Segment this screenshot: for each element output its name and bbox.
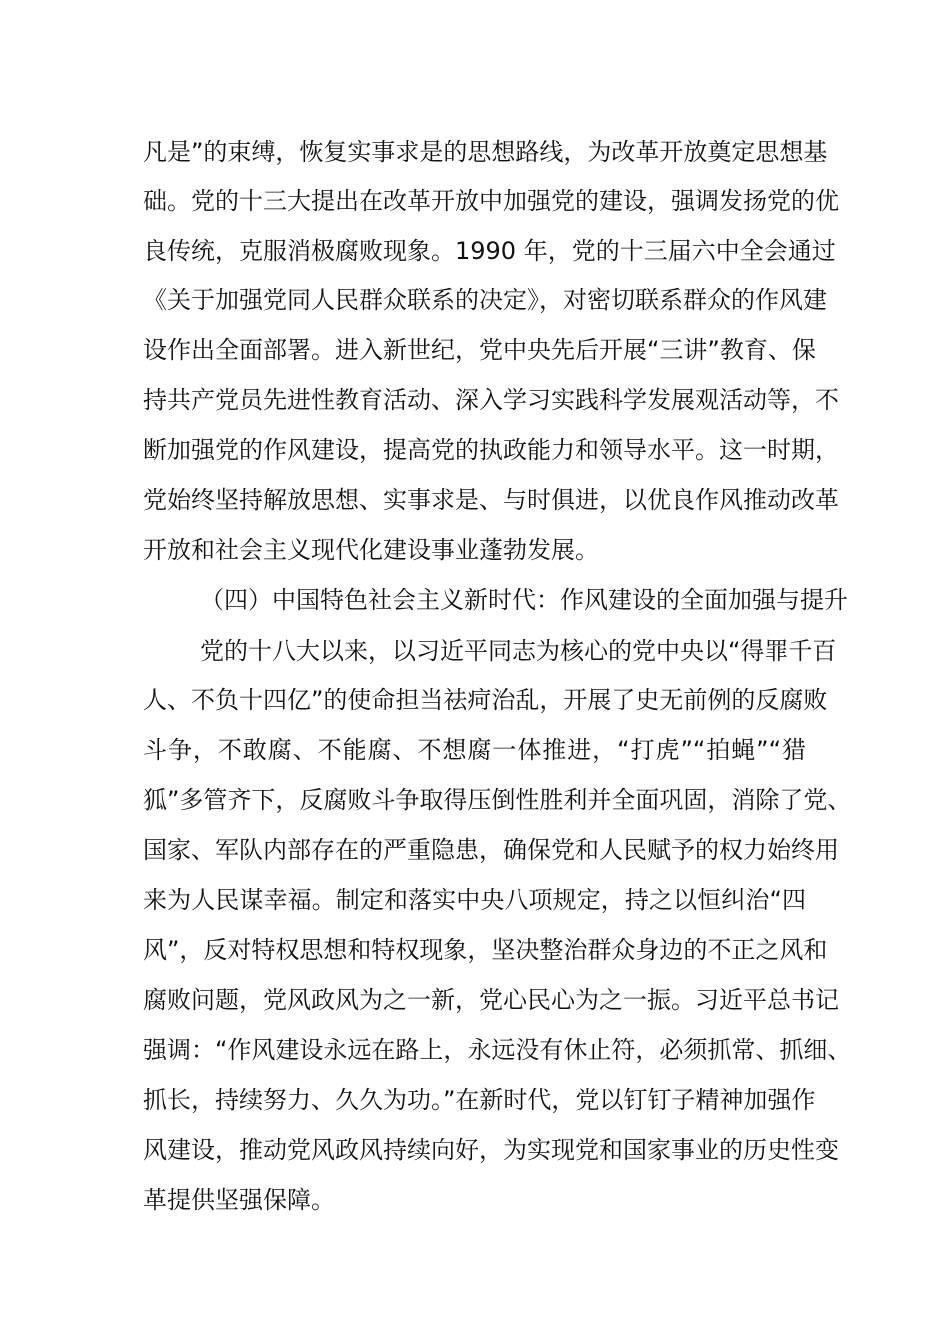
text-line: 斗争，不敢腐、不能腐、不想腐一体推进，“打虎”“拍蝇”“猎 (143, 736, 806, 764)
text-line: 党的十八大以来，以习近平同志为核心的党中央以“得罪千百 (200, 637, 837, 665)
text-line: 持共产党员先进性教育活动、深入学习实践科学发展观活动等，不 (143, 386, 839, 414)
text-line: 风”，反对特权思想和特权现象，坚决整治群众身边的不正之风和 (143, 936, 828, 964)
text-line: 狐”多管齐下，反腐败斗争取得压倒性胜利并全面巩固，消除了党、 (143, 786, 852, 814)
text-line: 设作出全面部署。进入新世纪，党中央先后开展“三讲”教育、保 (143, 336, 816, 364)
text-line: 来为人民谋幸福。制定和落实中央八项规定，持之以恒纠治“四 (143, 886, 806, 914)
text-line: 强调：“作风建设永远在路上，永远没有休止符，必须抓常、抓细、 (143, 1036, 852, 1064)
text-line: 风建设，推动党风政风持续向好，为实现党和国家事业的历史性变 (143, 1136, 839, 1164)
text-line: 腐败问题，党风政风为之一新，党心民心为之一振。习近平总书记 (143, 986, 839, 1014)
text-line: 国家、军队内部存在的严重隐患，确保党和人民赋予的权力始终用 (143, 836, 839, 864)
text-line: 础。党的十三大提出在改革开放中加强党的建设，强调发扬党的优 (143, 187, 839, 215)
text-line: 断加强党的作风建设，提高党的执政能力和领导水平。这一时期， (143, 436, 839, 464)
text-line: 革提供坚强保障。 (143, 1186, 335, 1214)
section-heading: （四）中国特色社会主义新时代：作风建设的全面加强与提升 (200, 586, 848, 614)
text-line: 开放和社会主义现代化建设事业蓬勃发展。 (143, 536, 599, 564)
text-line: 党始终坚持解放思想、实事求是、与时俱进，以优良作风推动改革 (143, 486, 839, 514)
text-line: 《关于加强党同人民群众联系的决定》，对密切联系群众的作风建 (143, 286, 827, 314)
text-line: 凡是”的束缚，恢复实事求是的思想路线，为改革开放奠定思想基 (143, 138, 828, 166)
text-line: 抓长，持续努力、久久为功。”在新时代，党以钉钉子精神加强作 (143, 1086, 816, 1114)
text-line: 人、不负十四亿”的使命担当祛疴治乱，开展了史无前例的反腐败 (143, 686, 828, 714)
text-line: 良传统，克服消极腐败现象。1990 年，党的十三届六中全会通过 (143, 237, 836, 265)
